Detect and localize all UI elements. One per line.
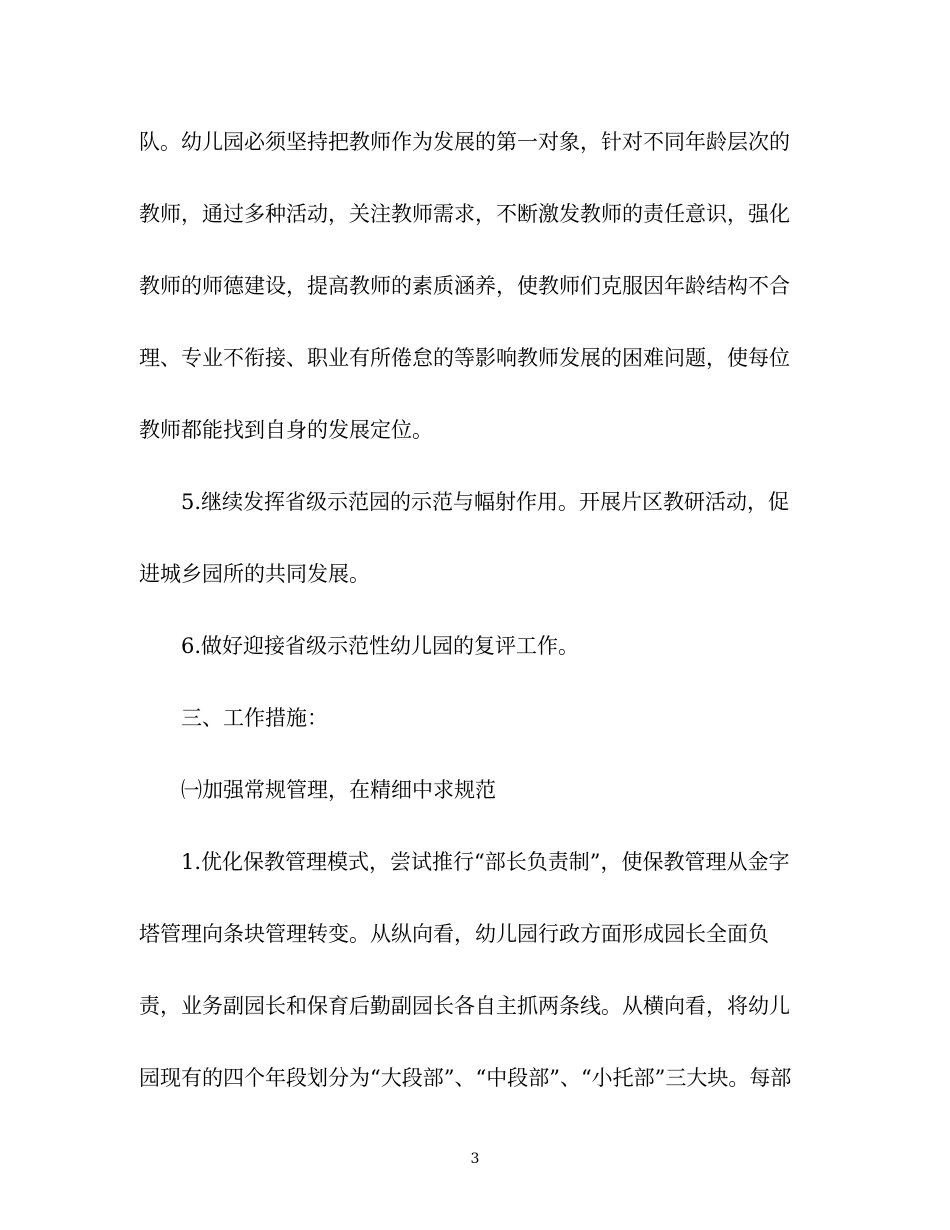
paragraph-item-6: 6.做好迎接省级示范性幼儿园的复评工作。	[181, 634, 580, 658]
subsection-heading-1: ㈠加强常规管理，在精细中求规范	[181, 778, 496, 802]
text-line-5: 教师都能找到自身的发展定位。	[139, 418, 433, 442]
page-number: 3	[470, 1151, 480, 1167]
measure-1-line-4: 园现有的四个年段划分为“大段部”、“中段部”、“小托部”三大块。每部	[139, 1066, 792, 1090]
text-line-1: 队。幼儿园必须坚持把教师作为发展的第一对象，针对不同年龄层次的	[139, 130, 790, 154]
measure-1-line-2: 塔管理向条块管理转变。从纵向看，幼儿园行政方面形成园长全面负	[139, 922, 769, 946]
paragraph-item-5-line-1: 5.继续发挥省级示范园的示范与幅射作用。开展片区教研活动，促	[181, 490, 790, 514]
measure-1-line-1: 1.优化保教管理模式，尝试推行“部长负责制”，使保教管理从金字	[181, 850, 790, 874]
section-heading-3: 三、工作措施：	[181, 706, 328, 730]
text-line-4: 理、专业不衔接、职业有所倦怠的等影响教师发展的困难问题，使每位	[139, 346, 790, 370]
text-line-2: 教师，通过多种活动，关注教师需求，不断激发教师的责任意识，强化	[139, 202, 790, 226]
measure-1-line-3: 责，业务副园长和保育后勤副园长各自主抓两条线。从横向看，将幼儿	[139, 994, 790, 1018]
paragraph-item-5-line-2: 进城乡园所的共同发展。	[139, 562, 370, 586]
text-line-3: 教师的师德建设，提高教师的素质涵养，使教师们克服因年龄结构不合	[139, 274, 790, 298]
